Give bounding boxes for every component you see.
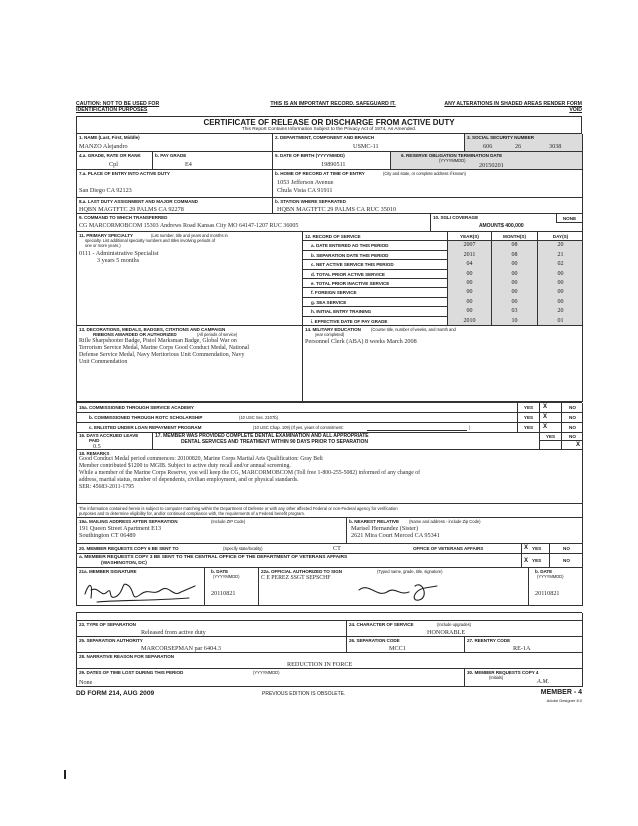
pay-grade-value: E4 bbox=[185, 161, 192, 168]
field-10-sgli: 10. SGLI COVERAGE NONE AMOUNT: $ 400,000 bbox=[431, 214, 583, 232]
record-of-service-days-cell: 20 bbox=[537, 307, 583, 316]
record-of-service-days-cell: 01 bbox=[537, 317, 583, 326]
scan-mark bbox=[64, 770, 66, 779]
record-of-service-days-cell: 00 bbox=[537, 270, 583, 279]
field-6-reserve: 6. RESERVE OBLIGATION TERMINATION DATE (YYYYMMDD) 20150201 bbox=[391, 152, 583, 170]
field-2-department: 2. DEPARTMENT, COMPONENT AND BRANCH USMC-11 bbox=[273, 134, 465, 152]
member-signature-mark bbox=[77, 568, 205, 606]
record-of-service-months-cell: 00 bbox=[491, 270, 537, 279]
form-subtitle: This Report Contains Information Subject to the Privacy Act of 1974, As Amended. bbox=[241, 127, 417, 132]
field-22b-date: b. DATE (YYYYMMDD) 20110821 bbox=[529, 568, 583, 606]
record-of-service-months-cell: 08 bbox=[491, 241, 537, 250]
record-of-service-months-cell: 03 bbox=[491, 307, 537, 316]
record-of-service-row-label: c. NET ACTIVE SERVICE THIS PERIOD bbox=[311, 262, 394, 268]
field-19a-mailing-address: 19a. MAILING ADDRESS AFTER SEPARATION (Include ZIP Code) 191 Queen Street Apartment E13 Southington CT 06489 bbox=[77, 518, 347, 544]
official-name: C E PEREZ SSGT SEPSCHF bbox=[261, 575, 331, 581]
field-25-separation-authority: 25. SEPARATION AUTHORITY MARCORSEPMAN par 6404.3 bbox=[77, 637, 347, 653]
field-26-separation-code: 26. SEPARATION CODE MCC1 bbox=[347, 637, 465, 653]
place-of-entry-value: San Diego CA 92123 bbox=[79, 187, 132, 194]
field-17-dental: 17. MEMBER WAS PROVIDED COMPLETE DENTAL EXAMINATION AND ALL APPROPRIATE DENTAL SERVICES AND TREATMENT WITHIN 90 DAYS PRIOR TO SEPARATION YES NO X bbox=[153, 432, 583, 450]
relative-line-1: Marisel Hernandez (Sister) bbox=[351, 525, 419, 532]
official-signature-date: 20110821 bbox=[535, 590, 560, 597]
record-of-service-years-cell: 00 bbox=[447, 279, 491, 288]
separation-authority-value: MARCORSEPMAN par 6404.3 bbox=[141, 645, 221, 652]
field-8a-last-duty: 8.a. LAST DUTY ASSIGNMENT AND MAJOR COMMAND HQBN MAGTFTC 29 PALMS CA 92278 bbox=[77, 198, 273, 214]
field-11-primary-specialty: 11. PRIMARY SPECIALTY (List number, title and years and months in specialty. List additional specialty numbers and titles involving periods of one or more years.) 0111 - Administrative Specialist 3 years 5 months bbox=[77, 232, 303, 326]
obsolete-notice: PREVIOUS EDITION IS OBSOLETE. bbox=[262, 691, 346, 697]
field-12-record-of-service: 12. RECORD OF SERVICE YEAR(S) MONTH(S) DAY(S) a. DATE ENTERED AD THIS PERIOD 2007 08 20 b. SEPARATION DATE THIS PERIOD 2011 08 21 c. NET ACTIVE SERVICE THIS PERIOD 04 00 02 d. TOTAL PRIOR ACTIVE SERVICE 00 00 00 e. TOTAL PRIOR INACTIVE SERVICE 00 00 00 f. FOREIGN SERVICE 00 00 00 g. SEA SERVICE 00 00 00 h. INITIAL ENTRY TRAINING 00 03 20 i. EFFECTIVE DATE OF PAY GRADE 2010 10 01 bbox=[303, 232, 583, 326]
field-15a-academy: 15a. COMMISSIONED THROUGH SERVICE ACADEMY YES X NO bbox=[77, 403, 583, 413]
separation-code-value: MCC1 bbox=[389, 645, 406, 652]
field-5-dob: 5. DATE OF BIRTH (YYYYMMDD) 19890511 bbox=[273, 152, 391, 170]
form-number: DD FORM 214, AUG 2009 bbox=[76, 690, 155, 697]
special-additional-info-header bbox=[77, 613, 583, 621]
field-8b-station: b. STATION WHERE SEPARATED HQBN MAGTFTC 29 PALMS CA RUC 35010 bbox=[273, 198, 583, 214]
remarks-line-3: While a member of the Marine Corps Reserve, you will keep the CG, MARCORMOBCOM (Toll free 1-800-255-5082) informed of any change of bbox=[79, 470, 421, 476]
record-of-service-row-label: e. TOTAL PRIOR INACTIVE SERVICE bbox=[311, 281, 390, 286]
record-of-service-years-cell: 00 bbox=[447, 288, 491, 297]
copy-designation: MEMBER - 4 bbox=[540, 689, 582, 696]
field-30-copy-4: 30. MEMBER REQUESTS COPY 4 (Initials) A.M. bbox=[465, 669, 583, 687]
field-7a-place-of-entry: 7.a. PLACE OF ENTRY INTO ACTIVE DUTY San Diego CA 92123 bbox=[77, 170, 273, 198]
record-of-service-row bbox=[303, 260, 583, 269]
record-of-service-years-cell: 2007 bbox=[447, 241, 491, 250]
official-signature-mark bbox=[259, 568, 529, 606]
mailing-line-2: Southington CT 06489 bbox=[79, 532, 136, 539]
record-of-service-years-cell: 2011 bbox=[447, 251, 491, 260]
privacy-notice: The information contained herein is subject to computer matching within the Department of Defense or with any other affected Federal or non-Federal agency for verification purposes and to determine eligibility for, and/or continued compliance with, the requirements of a Federal benefit program. bbox=[77, 504, 583, 518]
remarks-line-1: Good Conduct Medal period commences: 20100820, Marine Corps Martial Arts Qualification: Gray Belt bbox=[79, 456, 323, 462]
relative-line-2: 2621 Mira Court Merced CA 95341 bbox=[351, 532, 440, 539]
record-of-service-months-cell: 00 bbox=[491, 288, 537, 297]
record-of-service-row bbox=[303, 298, 583, 307]
record-of-service-years-cell: 00 bbox=[447, 307, 491, 316]
record-of-service-row bbox=[303, 270, 583, 279]
field-14-military-education: 14. MILITARY EDUCATION (Course title, number of weeks, and month and year completed) Personnel Clerk (ABA) 8 weeks March 2008 bbox=[303, 326, 583, 402]
station-value: HQBN MAGTFTC 29 PALMS CA RUC 35010 bbox=[277, 206, 397, 213]
record-of-service-row bbox=[303, 241, 583, 250]
record-of-service-months-cell: 00 bbox=[491, 279, 537, 288]
field-28-narrative-reason: 28. NARRATIVE REASON FOR SEPARATION REDUCTION IN FORCE bbox=[77, 653, 583, 669]
decorations-line-4: Unit Commendation bbox=[79, 359, 128, 365]
ssn-part-3: 3038 bbox=[549, 143, 562, 150]
record-of-service-months-cell: 00 bbox=[491, 260, 537, 269]
copy-6-state: CT bbox=[333, 545, 341, 552]
dob-value: 19890511 bbox=[321, 161, 346, 168]
reserve-date-value: 20150201 bbox=[479, 162, 504, 169]
record-of-service-row bbox=[303, 307, 583, 316]
education-value: Personnel Clerk (ABA) 8 weeks March 2008 bbox=[305, 338, 417, 345]
record-of-service-years-cell: 2010 bbox=[447, 317, 491, 326]
last-duty-value: HQBN MAGTFTC 29 PALMS CA 92278 bbox=[79, 206, 184, 213]
field-20a-copy-3: a. MEMBER REQUESTS COPY 3 BE SENT TO THE CENTRAL OFFICE OF THE DEPARTMENT OF VETERANS AFFAIRS (WASHINGTON, DC) X YES NO bbox=[77, 554, 583, 568]
type-of-separation-value: Released from active duty bbox=[141, 629, 206, 636]
col-months: MONTH(S) bbox=[491, 232, 537, 241]
record-of-service-months-cell: 00 bbox=[491, 298, 537, 307]
record-of-service-row bbox=[303, 288, 583, 297]
decorations-line-3: Defense Service Medal, Navy Meritorious Unit Commendation, Navy bbox=[79, 352, 245, 358]
field-4a-grade: 4.a. GRADE, RATE OR RANK Cpl bbox=[77, 152, 153, 170]
character-of-service-value: HONORABLE bbox=[427, 629, 466, 636]
record-of-service-row-label: g. SEA SERVICE bbox=[311, 299, 347, 305]
record-of-service-row bbox=[303, 251, 583, 260]
reentry-code-value: RE-1A bbox=[513, 645, 531, 652]
remarks-line-2: Member contributed $1200 to MGIB. Subject to active duty recall and/or annual screening. bbox=[79, 463, 291, 469]
decorations-line-1: Rifle Sharpshooter Badge, Pistol Marksman Badge, Global War on bbox=[79, 338, 237, 344]
record-of-service-row-label: d. TOTAL PRIOR ACTIVE SERVICE bbox=[311, 271, 385, 277]
name-value: MANZO Alejandro bbox=[79, 143, 128, 150]
ssn-part-2: 26 bbox=[515, 143, 522, 150]
home-line-1: 1053 Jefferson Avenue bbox=[277, 179, 334, 186]
field-23-type-of-separation: 23. TYPE OF SEPARATION Released from active duty bbox=[77, 621, 347, 637]
form-title: CERTIFICATE OF RELEASE OR DISCHARGE FROM ACTIVE DUTY bbox=[203, 118, 455, 127]
field-19b-nearest-relative: b. NEAREST RELATIVE (Name and address - include Zip Code) Marisel Hernandez (Sister) 2621 Mira Court Merced CA 95341 bbox=[347, 518, 583, 544]
record-of-service-row-label: b. SEPARATION DATE THIS PERIOD bbox=[311, 252, 389, 258]
department-value: USMC-11 bbox=[353, 143, 379, 150]
home-line-2: Chula Vista CA 91911 bbox=[277, 187, 333, 194]
time-lost-value: None bbox=[79, 679, 93, 686]
field-16-accrued-leave: 16. DAYS ACCRUED LEAVE PAID 0.5 bbox=[77, 432, 153, 450]
field-29-time-lost: 29. DATES OF TIME LOST DURING THIS PERIOD (YYYYMMDD) None bbox=[77, 669, 465, 687]
field-21b-date: b. DATE (YYYYMMDD) 20110821 bbox=[205, 568, 259, 606]
sgli-amount: $ 400,000 bbox=[501, 223, 524, 229]
caution-notice: CAUTION: NOT TO BE USED FOR IDENTIFICATION PURPOSES bbox=[76, 101, 160, 113]
record-of-service-years-cell: 00 bbox=[447, 270, 491, 279]
copy-4-initials: A.M. bbox=[537, 678, 550, 685]
field-4b-pay-grade: b. PAY GRADE E4 bbox=[153, 152, 273, 170]
record-of-service-row bbox=[303, 279, 583, 288]
record-of-service-days-cell: 00 bbox=[537, 288, 583, 297]
record-of-service-days-cell: 00 bbox=[537, 298, 583, 307]
record-of-service-row-label: f. FOREIGN SERVICE bbox=[311, 290, 357, 296]
field-3-ssn: 3. SOCIAL SECURITY NUMBER 606 26 3038 bbox=[465, 134, 583, 152]
record-of-service-days-cell: 21 bbox=[537, 251, 583, 260]
field-21a-member-signature: 21a. MEMBER SIGNATURE bbox=[77, 568, 205, 606]
mailing-line-1: 191 Queen Street Apartment E13 bbox=[79, 525, 162, 532]
specialty-line-2: 3 years 5 months bbox=[97, 257, 140, 264]
sgli-none-box: NONE bbox=[556, 214, 582, 223]
field-13-decorations: 13. DECORATIONS, MEDALS, BADGES, CITATIONS AND CAMPAIGN RIBBONS AWARDED OR AUTHORIZED (All periods of service) Rifle Sharpshooter Badge, Pistol Marksman Badge, Global War on Terrorism Service Medal, Marine Corps Good Conduct Medal, National Defense Service Medal, Navy Meritorious Unit Commendation, Navy Unit Commendation bbox=[77, 326, 303, 402]
field-7b-home-of-record: b. HOME OF RECORD AT TIME OF ENTRY (City and state, or complete address if known) 1053 Jefferson Avenue Chula Vista CA 91911 bbox=[273, 170, 583, 198]
record-of-service-months-cell: 08 bbox=[491, 251, 537, 260]
accrued-leave-value: 0.5 bbox=[93, 443, 101, 450]
field-9-command: 9. COMMAND TO WHICH TRANSFERRED CG MARCORMOBCOM 15303 Andrews Road Kansas City MO 64147-1207 RUC 36005 bbox=[77, 214, 431, 232]
col-years: YEAR(S) bbox=[447, 232, 491, 241]
record-of-service-days-cell: 00 bbox=[537, 279, 583, 288]
field-15b-rotc: b. COMMISSIONED THROUGH ROTC SCHOLARSHIP (10 USC Sec. 2107b) YES X NO bbox=[77, 413, 583, 423]
record-of-service-row-label: a. DATE ENTERED AD THIS PERIOD bbox=[311, 243, 389, 249]
member-signature-date: 20110821 bbox=[211, 590, 236, 597]
dd214-form bbox=[76, 96, 582, 730]
record-of-service-years-cell: 04 bbox=[447, 260, 491, 269]
field-1-name: 1. NAME (Last, First, Middle) MANZO Alejandro bbox=[77, 134, 273, 152]
record-of-service-days-cell: 02 bbox=[537, 260, 583, 269]
remarks-line-4: address, marital status, number of dependents, civilian employment, and or physical standards. bbox=[79, 477, 299, 483]
record-of-service-days-cell: 20 bbox=[537, 241, 583, 250]
field-18-remarks: 18. REMARKS Good Conduct Medal period commences: 20100820, Marine Corps Martial Arts Qualification: Gray Belt Member contributed $1200 to MGIB. Subject to active duty recall and/or annual screening. While a member of the Marine Corps Reserve, you will keep the CG, MARCORMOBCOM (Toll free 1-800-255-5082) informed of any change of address, marital status, number of dependents, civilian employment, and or physical standards. SER: 45683-2011-1795 bbox=[77, 450, 583, 504]
field-22a-official: 22a. OFFICIAL AUTHORIZED TO SIGN (Typed name, grade, title, signature) C E PEREZ SSGT SEPSCHF bbox=[259, 568, 529, 606]
record-of-service-row-label: h. INITIAL ENTRY TRAINING bbox=[311, 309, 372, 315]
field-20-copy-6: 20. MEMBER REQUESTS COPY 6 BE SENT TO (Specify state/locality) CT OFFICE OF VETERANS AFFAIRS X YES NO bbox=[77, 544, 583, 554]
grade-value: Cpl bbox=[109, 161, 118, 168]
decorations-line-2: Terrorism Service Medal, Marine Corps Good Conduct Medal, National bbox=[79, 345, 250, 351]
field-24-character-of-service: 24. CHARACTER OF SERVICE (Include upgrades) HONORABLE bbox=[347, 621, 583, 637]
record-of-service-months-cell: 10 bbox=[491, 317, 537, 326]
command-value: CG MARCORMOBCOM 15303 Andrews Road Kansas City MO 64147-1207 RUC 36005 bbox=[79, 223, 299, 229]
ssn-part-1: 606 bbox=[483, 143, 493, 150]
record-of-service-row bbox=[303, 317, 583, 326]
field-27-reentry-code: 27. REENTRY CODE RE-1A bbox=[465, 637, 583, 653]
col-days: DAY(S) bbox=[537, 232, 583, 241]
remarks-line-5: SER: 45683-2011-1795 bbox=[79, 484, 135, 490]
alterations-notice: ANY ALTERATIONS IN SHADED AREAS RENDER FORM VOID bbox=[444, 101, 582, 113]
record-of-service-years-cell: 00 bbox=[447, 298, 491, 307]
important-record-notice: THIS IS AN IMPORTANT RECORD. SAFEGUARD IT. bbox=[270, 101, 396, 107]
field-15c-loan-repayment: c. ENLISTED UNDER LOAN REPAYMENT PROGRAM (10 USC Chap. 109) (If yes, years of commitment: ) YES X NO bbox=[77, 423, 583, 433]
specialty-line-1: 0111 - Administrative Specialist bbox=[79, 250, 159, 257]
narrative-reason-value: REDUCTION IN FORCE bbox=[287, 661, 353, 668]
record-of-service-row-label: i. EFFECTIVE DATE OF PAY GRADE bbox=[311, 318, 388, 324]
designer-note: Adobe Designer 8.0 bbox=[546, 698, 582, 703]
